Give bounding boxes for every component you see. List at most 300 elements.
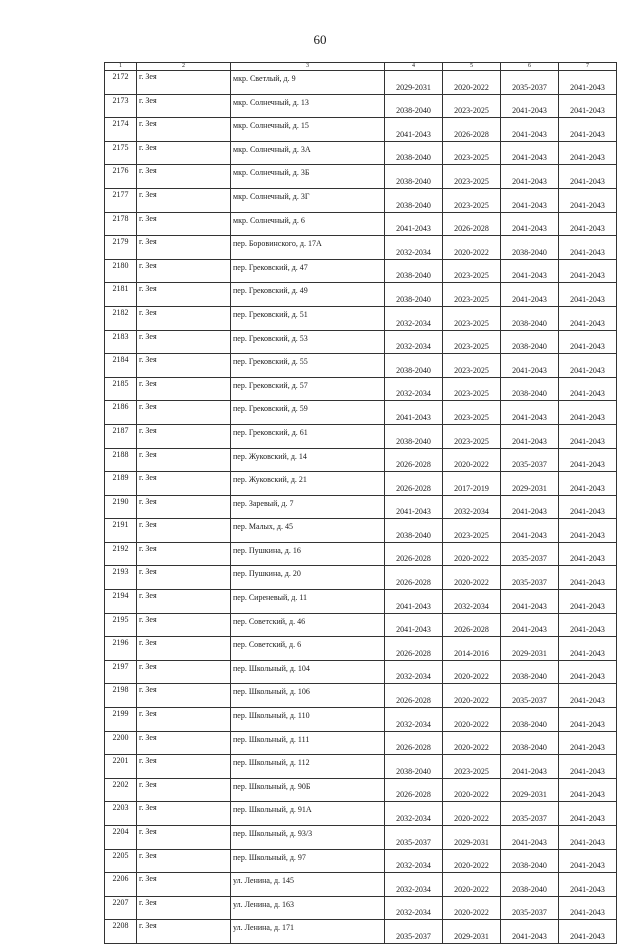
table-row bbox=[105, 590, 617, 614]
period-cell: 2038-2040 bbox=[501, 849, 559, 873]
table-row bbox=[105, 755, 617, 779]
period-cell: 2023-2025 bbox=[443, 259, 501, 283]
address-cell: пер. Пушкина, д. 20 bbox=[231, 566, 385, 590]
row-number: 2199 bbox=[105, 708, 137, 732]
period-cell: 2041-2043 bbox=[559, 118, 617, 142]
period-cell: 2041-2043 bbox=[559, 165, 617, 189]
row-number: 2185 bbox=[105, 377, 137, 401]
row-number: 2200 bbox=[105, 731, 137, 755]
period-cell: 2041-2043 bbox=[501, 283, 559, 307]
period-cell: 2023-2025 bbox=[443, 330, 501, 354]
address-cell: мкр. Солнечный, д. 15 bbox=[231, 118, 385, 142]
period-cell: 2026-2028 bbox=[385, 684, 443, 708]
address-cell: мкр. Солнечный, д. 13 bbox=[231, 94, 385, 118]
row-number: 2194 bbox=[105, 590, 137, 614]
address-cell: пер. Грековский, д. 59 bbox=[231, 401, 385, 425]
city-cell: г. Зея bbox=[137, 401, 231, 425]
period-cell: 2041-2043 bbox=[559, 212, 617, 236]
period-cell: 2026-2028 bbox=[385, 778, 443, 802]
period-cell: 2041-2043 bbox=[501, 495, 559, 519]
column-number: 7 bbox=[559, 63, 617, 71]
address-cell: мкр. Солнечный, д. 3А bbox=[231, 141, 385, 165]
table-row bbox=[105, 212, 617, 236]
period-cell: 2041-2043 bbox=[559, 495, 617, 519]
column-number: 6 bbox=[501, 63, 559, 71]
period-cell: 2041-2043 bbox=[559, 873, 617, 897]
period-cell: 2038-2040 bbox=[501, 708, 559, 732]
period-cell: 2020-2022 bbox=[443, 731, 501, 755]
table-row bbox=[105, 401, 617, 425]
period-cell: 2041-2043 bbox=[559, 448, 617, 472]
city-cell: г. Зея bbox=[137, 283, 231, 307]
row-number: 2204 bbox=[105, 826, 137, 850]
period-cell: 2041-2043 bbox=[501, 118, 559, 142]
period-cell: 2020-2022 bbox=[443, 236, 501, 260]
address-cell: пер. Школьный, д. 110 bbox=[231, 708, 385, 732]
period-cell: 2038-2040 bbox=[501, 330, 559, 354]
column-number: 5 bbox=[443, 63, 501, 71]
table-row bbox=[105, 519, 617, 543]
period-cell: 2035-2037 bbox=[501, 71, 559, 95]
period-cell: 2032-2034 bbox=[385, 377, 443, 401]
period-cell: 2041-2043 bbox=[559, 354, 617, 378]
period-cell: 2041-2043 bbox=[559, 849, 617, 873]
period-cell: 2020-2022 bbox=[443, 873, 501, 897]
city-cell: г. Зея bbox=[137, 755, 231, 779]
table-row bbox=[105, 849, 617, 873]
column-number: 1 bbox=[105, 63, 137, 71]
period-cell: 2038-2040 bbox=[501, 236, 559, 260]
period-cell: 2041-2043 bbox=[559, 401, 617, 425]
row-number: 2173 bbox=[105, 94, 137, 118]
address-cell: пер. Жуковский, д. 21 bbox=[231, 472, 385, 496]
row-number: 2172 bbox=[105, 71, 137, 95]
period-cell: 2032-2034 bbox=[385, 236, 443, 260]
table-row bbox=[105, 873, 617, 897]
period-cell: 2032-2034 bbox=[385, 708, 443, 732]
period-cell: 2041-2043 bbox=[559, 755, 617, 779]
row-number: 2187 bbox=[105, 424, 137, 448]
page-number: 60 bbox=[313, 32, 327, 47]
city-cell: г. Зея bbox=[137, 165, 231, 189]
period-cell: 2041-2043 bbox=[385, 212, 443, 236]
address-cell: пер. Школьный, д. 104 bbox=[231, 660, 385, 684]
period-cell: 2041-2043 bbox=[501, 141, 559, 165]
period-cell: 2038-2040 bbox=[385, 424, 443, 448]
city-cell: г. Зея bbox=[137, 920, 231, 944]
table-row bbox=[105, 377, 617, 401]
period-cell: 2041-2043 bbox=[385, 495, 443, 519]
period-cell: 2035-2037 bbox=[501, 566, 559, 590]
row-number: 2197 bbox=[105, 660, 137, 684]
period-cell: 2041-2043 bbox=[559, 377, 617, 401]
city-cell: г. Зея bbox=[137, 495, 231, 519]
city-cell: г. Зея bbox=[137, 141, 231, 165]
period-cell: 2041-2043 bbox=[501, 920, 559, 944]
row-number: 2195 bbox=[105, 613, 137, 637]
city-cell: г. Зея bbox=[137, 708, 231, 732]
period-cell: 2041-2043 bbox=[559, 71, 617, 95]
column-number-row bbox=[105, 63, 617, 71]
address-cell: пер. Пушкина, д. 16 bbox=[231, 542, 385, 566]
period-cell: 2026-2028 bbox=[443, 613, 501, 637]
period-cell: 2020-2022 bbox=[443, 802, 501, 826]
city-cell: г. Зея bbox=[137, 542, 231, 566]
address-cell: пер. Грековский, д. 51 bbox=[231, 306, 385, 330]
row-number: 2202 bbox=[105, 778, 137, 802]
period-cell: 2041-2043 bbox=[559, 660, 617, 684]
address-cell: ул. Ленина, д. 171 bbox=[231, 920, 385, 944]
row-number: 2192 bbox=[105, 542, 137, 566]
table-row bbox=[105, 778, 617, 802]
period-cell: 2041-2043 bbox=[559, 519, 617, 543]
period-cell: 2032-2034 bbox=[385, 330, 443, 354]
period-cell: 2029-2031 bbox=[501, 637, 559, 661]
city-cell: г. Зея bbox=[137, 849, 231, 873]
period-cell: 2038-2040 bbox=[385, 354, 443, 378]
period-cell: 2041-2043 bbox=[559, 283, 617, 307]
table-row bbox=[105, 306, 617, 330]
period-cell: 2041-2043 bbox=[385, 613, 443, 637]
address-cell: пер. Школьный, д. 111 bbox=[231, 731, 385, 755]
period-cell: 2041-2043 bbox=[559, 306, 617, 330]
period-cell: 2041-2043 bbox=[559, 896, 617, 920]
period-cell: 2029-2031 bbox=[443, 920, 501, 944]
address-cell: пер. Школьный, д. 93/3 bbox=[231, 826, 385, 850]
address-cell: пер. Грековский, д. 49 bbox=[231, 283, 385, 307]
row-number: 2180 bbox=[105, 259, 137, 283]
period-cell: 2026-2028 bbox=[443, 212, 501, 236]
period-cell: 2023-2025 bbox=[443, 306, 501, 330]
table-row bbox=[105, 920, 617, 944]
period-cell: 2026-2028 bbox=[385, 566, 443, 590]
column-number: 4 bbox=[385, 63, 443, 71]
period-cell: 2023-2025 bbox=[443, 424, 501, 448]
city-cell: г. Зея bbox=[137, 802, 231, 826]
row-number: 2181 bbox=[105, 283, 137, 307]
period-cell: 2020-2022 bbox=[443, 566, 501, 590]
table-row bbox=[105, 637, 617, 661]
period-cell: 2041-2043 bbox=[501, 165, 559, 189]
period-cell: 2038-2040 bbox=[501, 306, 559, 330]
period-cell: 2032-2034 bbox=[443, 590, 501, 614]
period-cell: 2041-2043 bbox=[559, 826, 617, 850]
row-number: 2176 bbox=[105, 165, 137, 189]
row-number: 2188 bbox=[105, 448, 137, 472]
period-cell: 2020-2022 bbox=[443, 542, 501, 566]
period-cell: 2041-2043 bbox=[385, 401, 443, 425]
city-cell: г. Зея bbox=[137, 778, 231, 802]
period-cell: 2041-2043 bbox=[501, 590, 559, 614]
row-number: 2205 bbox=[105, 849, 137, 873]
city-cell: г. Зея bbox=[137, 448, 231, 472]
city-cell: г. Зея bbox=[137, 472, 231, 496]
row-number: 2174 bbox=[105, 118, 137, 142]
period-cell: 2026-2028 bbox=[385, 731, 443, 755]
period-cell: 2041-2043 bbox=[559, 684, 617, 708]
period-cell: 2041-2043 bbox=[559, 920, 617, 944]
address-cell: пер. Грековский, д. 55 bbox=[231, 354, 385, 378]
period-cell: 2026-2028 bbox=[385, 448, 443, 472]
period-cell: 2038-2040 bbox=[385, 141, 443, 165]
period-cell: 2038-2040 bbox=[385, 259, 443, 283]
row-number: 2190 bbox=[105, 495, 137, 519]
address-cell: пер. Школьный, д. 106 bbox=[231, 684, 385, 708]
table-body bbox=[105, 71, 617, 944]
period-cell: 2041-2043 bbox=[559, 731, 617, 755]
period-cell: 2041-2043 bbox=[501, 212, 559, 236]
table-row bbox=[105, 94, 617, 118]
city-cell: г. Зея bbox=[137, 660, 231, 684]
period-cell: 2017-2019 bbox=[443, 472, 501, 496]
city-cell: г. Зея bbox=[137, 188, 231, 212]
period-cell: 2038-2040 bbox=[385, 519, 443, 543]
period-cell: 2020-2022 bbox=[443, 849, 501, 873]
row-number: 2175 bbox=[105, 141, 137, 165]
period-cell: 2035-2037 bbox=[501, 448, 559, 472]
period-cell: 2020-2022 bbox=[443, 684, 501, 708]
column-number: 3 bbox=[231, 63, 385, 71]
address-cell: ул. Ленина, д. 145 bbox=[231, 873, 385, 897]
period-cell: 2023-2025 bbox=[443, 354, 501, 378]
address-cell: пер. Грековский, д. 47 bbox=[231, 259, 385, 283]
period-cell: 2035-2037 bbox=[501, 802, 559, 826]
row-number: 2191 bbox=[105, 519, 137, 543]
address-cell: пер. Жуковский, д. 14 bbox=[231, 448, 385, 472]
city-cell: г. Зея bbox=[137, 826, 231, 850]
period-cell: 2020-2022 bbox=[443, 896, 501, 920]
address-cell: пер. Боровинского, д. 17А bbox=[231, 236, 385, 260]
city-cell: г. Зея bbox=[137, 873, 231, 897]
address-cell: пер. Советский, д. 46 bbox=[231, 613, 385, 637]
period-cell: 2035-2037 bbox=[385, 920, 443, 944]
table-row bbox=[105, 141, 617, 165]
period-cell: 2041-2043 bbox=[559, 330, 617, 354]
period-cell: 2035-2037 bbox=[501, 896, 559, 920]
table-row bbox=[105, 330, 617, 354]
period-cell: 2023-2025 bbox=[443, 94, 501, 118]
period-cell: 2026-2028 bbox=[385, 637, 443, 661]
table-row bbox=[105, 283, 617, 307]
period-cell: 2041-2043 bbox=[559, 590, 617, 614]
city-cell: г. Зея bbox=[137, 613, 231, 637]
period-cell: 2038-2040 bbox=[501, 731, 559, 755]
period-cell: 2038-2040 bbox=[501, 660, 559, 684]
period-cell: 2041-2043 bbox=[501, 401, 559, 425]
table-row bbox=[105, 731, 617, 755]
table-row bbox=[105, 542, 617, 566]
period-cell: 2032-2034 bbox=[385, 802, 443, 826]
period-cell: 2038-2040 bbox=[385, 755, 443, 779]
row-number: 2203 bbox=[105, 802, 137, 826]
housing-register-table bbox=[104, 62, 617, 944]
row-number: 2183 bbox=[105, 330, 137, 354]
row-number: 2189 bbox=[105, 472, 137, 496]
city-cell: г. Зея bbox=[137, 236, 231, 260]
period-cell: 2041-2043 bbox=[501, 94, 559, 118]
period-cell: 2041-2043 bbox=[501, 613, 559, 637]
period-cell: 2032-2034 bbox=[385, 849, 443, 873]
period-cell: 2023-2025 bbox=[443, 165, 501, 189]
row-number: 2206 bbox=[105, 873, 137, 897]
address-cell: мкр. Солнечный, д. 3Г bbox=[231, 188, 385, 212]
address-cell: пер. Заревый, д. 7 bbox=[231, 495, 385, 519]
period-cell: 2032-2034 bbox=[385, 306, 443, 330]
period-cell: 2041-2043 bbox=[501, 354, 559, 378]
period-cell: 2023-2025 bbox=[443, 755, 501, 779]
period-cell: 2020-2022 bbox=[443, 708, 501, 732]
address-cell: пер. Школьный, д. 91А bbox=[231, 802, 385, 826]
city-cell: г. Зея bbox=[137, 424, 231, 448]
period-cell: 2041-2043 bbox=[501, 519, 559, 543]
table-row bbox=[105, 236, 617, 260]
period-cell: 2023-2025 bbox=[443, 519, 501, 543]
period-cell: 2041-2043 bbox=[559, 188, 617, 212]
row-number: 2201 bbox=[105, 755, 137, 779]
table-row bbox=[105, 259, 617, 283]
row-number: 2178 bbox=[105, 212, 137, 236]
city-cell: г. Зея bbox=[137, 118, 231, 142]
row-number: 2179 bbox=[105, 236, 137, 260]
row-number: 2207 bbox=[105, 896, 137, 920]
period-cell: 2041-2043 bbox=[385, 590, 443, 614]
period-cell: 2032-2034 bbox=[443, 495, 501, 519]
table-row bbox=[105, 118, 617, 142]
period-cell: 2032-2034 bbox=[385, 873, 443, 897]
city-cell: г. Зея bbox=[137, 637, 231, 661]
city-cell: г. Зея bbox=[137, 590, 231, 614]
city-cell: г. Зея bbox=[137, 71, 231, 95]
city-cell: г. Зея bbox=[137, 731, 231, 755]
period-cell: 2038-2040 bbox=[501, 873, 559, 897]
city-cell: г. Зея bbox=[137, 684, 231, 708]
table-row bbox=[105, 165, 617, 189]
period-cell: 2041-2043 bbox=[501, 188, 559, 212]
city-cell: г. Зея bbox=[137, 896, 231, 920]
period-cell: 2026-2028 bbox=[443, 118, 501, 142]
period-cell: 2020-2022 bbox=[443, 778, 501, 802]
address-cell: пер. Грековский, д. 53 bbox=[231, 330, 385, 354]
address-cell: пер. Советский, д. 6 bbox=[231, 637, 385, 661]
row-number: 2198 bbox=[105, 684, 137, 708]
address-cell: пер. Школьный, д. 112 bbox=[231, 755, 385, 779]
period-cell: 2041-2043 bbox=[559, 708, 617, 732]
period-cell: 2014-2016 bbox=[443, 637, 501, 661]
row-number: 2182 bbox=[105, 306, 137, 330]
city-cell: г. Зея bbox=[137, 306, 231, 330]
period-cell: 2038-2040 bbox=[385, 188, 443, 212]
city-cell: г. Зея bbox=[137, 566, 231, 590]
row-number: 2196 bbox=[105, 637, 137, 661]
city-cell: г. Зея bbox=[137, 377, 231, 401]
period-cell: 2023-2025 bbox=[443, 377, 501, 401]
period-cell: 2041-2043 bbox=[559, 802, 617, 826]
address-cell: пер. Грековский, д. 57 bbox=[231, 377, 385, 401]
period-cell: 2035-2037 bbox=[501, 542, 559, 566]
period-cell: 2020-2022 bbox=[443, 660, 501, 684]
row-number: 2193 bbox=[105, 566, 137, 590]
table-row bbox=[105, 71, 617, 95]
city-cell: г. Зея bbox=[137, 94, 231, 118]
table-row bbox=[105, 472, 617, 496]
address-cell: пер. Сиреневый, д. 11 bbox=[231, 590, 385, 614]
address-cell: мкр. Солнечный, д. 3Б bbox=[231, 165, 385, 189]
period-cell: 2041-2043 bbox=[559, 637, 617, 661]
row-number: 2208 bbox=[105, 920, 137, 944]
period-cell: 2032-2034 bbox=[385, 660, 443, 684]
city-cell: г. Зея bbox=[137, 212, 231, 236]
period-cell: 2038-2040 bbox=[501, 377, 559, 401]
period-cell: 2029-2031 bbox=[385, 71, 443, 95]
period-cell: 2041-2043 bbox=[559, 472, 617, 496]
period-cell: 2020-2022 bbox=[443, 71, 501, 95]
address-cell: мкр. Солнечный, д. 6 bbox=[231, 212, 385, 236]
address-cell: пер. Грековский, д. 61 bbox=[231, 424, 385, 448]
row-number: 2177 bbox=[105, 188, 137, 212]
period-cell: 2041-2043 bbox=[559, 259, 617, 283]
address-cell: ул. Ленина, д. 163 bbox=[231, 896, 385, 920]
city-cell: г. Зея bbox=[137, 519, 231, 543]
table-row bbox=[105, 660, 617, 684]
period-cell: 2038-2040 bbox=[385, 283, 443, 307]
table-row bbox=[105, 896, 617, 920]
table-row bbox=[105, 495, 617, 519]
city-cell: г. Зея bbox=[137, 354, 231, 378]
period-cell: 2026-2028 bbox=[385, 472, 443, 496]
period-cell: 2041-2043 bbox=[559, 542, 617, 566]
period-cell: 2023-2025 bbox=[443, 283, 501, 307]
table-row bbox=[105, 684, 617, 708]
period-cell: 2023-2025 bbox=[443, 401, 501, 425]
period-cell: 2041-2043 bbox=[559, 566, 617, 590]
period-cell: 2041-2043 bbox=[385, 118, 443, 142]
table-row bbox=[105, 566, 617, 590]
table-row bbox=[105, 188, 617, 212]
period-cell: 2041-2043 bbox=[501, 826, 559, 850]
table-row bbox=[105, 448, 617, 472]
table-row bbox=[105, 354, 617, 378]
address-cell: мкр. Светлый, д. 9 bbox=[231, 71, 385, 95]
period-cell: 2035-2037 bbox=[501, 684, 559, 708]
address-cell: пер. Школьный, д. 90Б bbox=[231, 778, 385, 802]
column-number: 2 bbox=[137, 63, 231, 71]
period-cell: 2020-2022 bbox=[443, 448, 501, 472]
period-cell: 2041-2043 bbox=[501, 755, 559, 779]
table-row bbox=[105, 826, 617, 850]
period-cell: 2026-2028 bbox=[385, 542, 443, 566]
table-row bbox=[105, 424, 617, 448]
period-cell: 2038-2040 bbox=[385, 94, 443, 118]
period-cell: 2041-2043 bbox=[501, 424, 559, 448]
period-cell: 2035-2037 bbox=[385, 826, 443, 850]
period-cell: 2041-2043 bbox=[559, 613, 617, 637]
city-cell: г. Зея bbox=[137, 259, 231, 283]
row-number: 2184 bbox=[105, 354, 137, 378]
address-cell: пер. Школьный, д. 97 bbox=[231, 849, 385, 873]
period-cell: 2041-2043 bbox=[559, 424, 617, 448]
period-cell: 2023-2025 bbox=[443, 188, 501, 212]
period-cell: 2023-2025 bbox=[443, 141, 501, 165]
period-cell: 2038-2040 bbox=[385, 165, 443, 189]
period-cell: 2029-2031 bbox=[443, 826, 501, 850]
table-row bbox=[105, 613, 617, 637]
period-cell: 2041-2043 bbox=[559, 94, 617, 118]
table-row bbox=[105, 708, 617, 732]
period-cell: 2041-2043 bbox=[559, 141, 617, 165]
address-cell: пер. Малых, д. 45 bbox=[231, 519, 385, 543]
table-row bbox=[105, 802, 617, 826]
row-number: 2186 bbox=[105, 401, 137, 425]
